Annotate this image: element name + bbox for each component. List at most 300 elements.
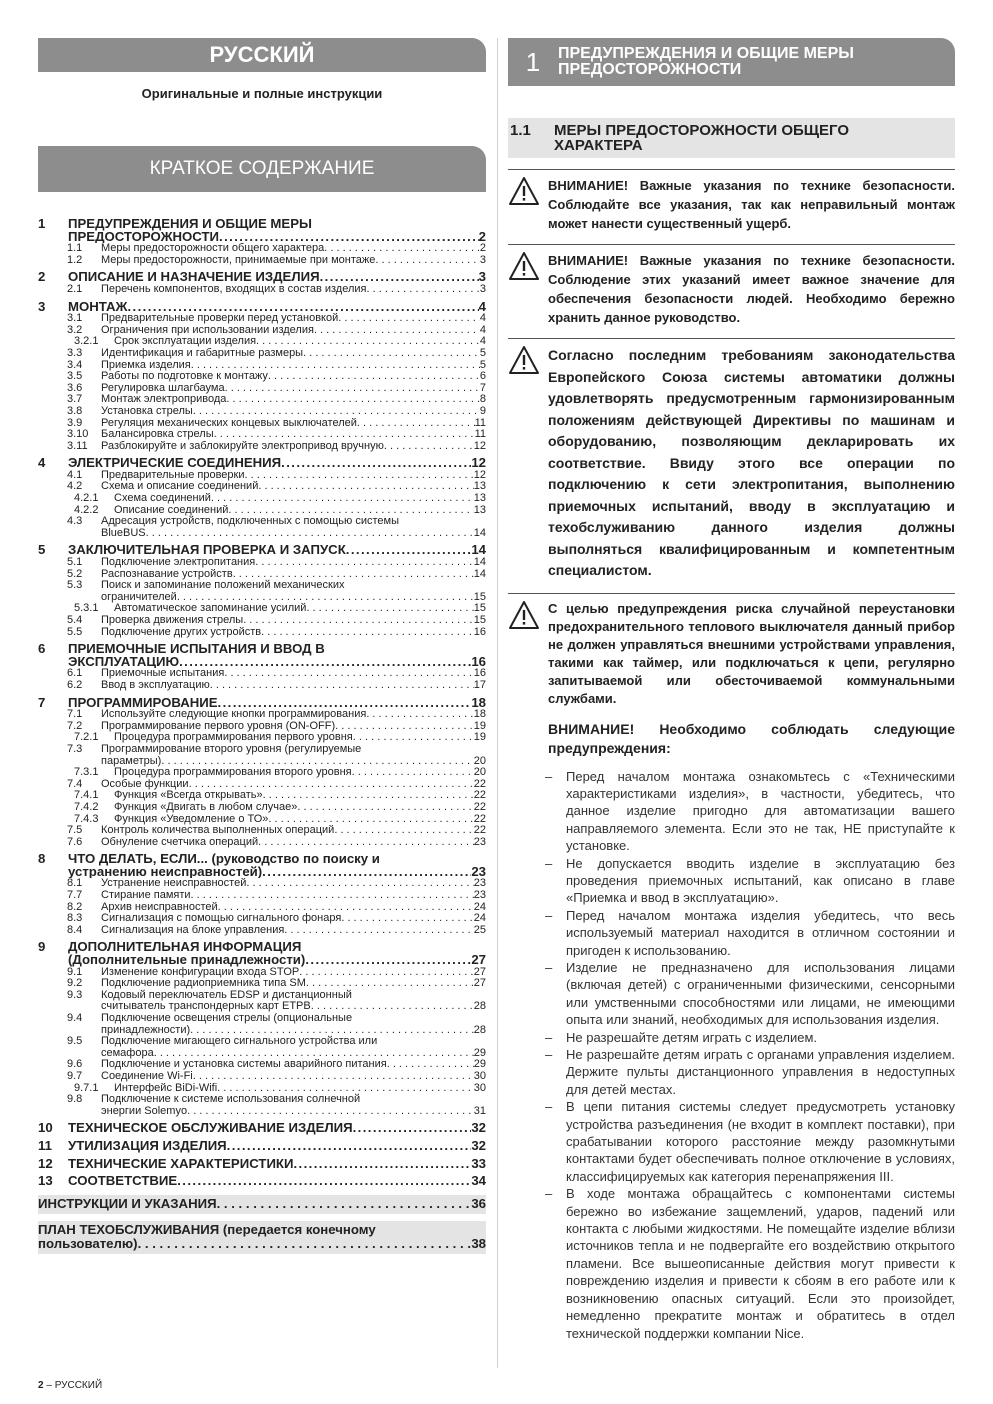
bullet-dash: – bbox=[545, 1047, 553, 1062]
toc-section-number: 13 bbox=[38, 1173, 53, 1189]
toc-page: 16 bbox=[471, 655, 486, 669]
page-number: 2 bbox=[38, 1380, 44, 1391]
toc-item-number: 7.4.1 bbox=[74, 789, 99, 802]
toc-item-title-cont: принадлежности) bbox=[101, 1024, 191, 1036]
toc-item[interactable] bbox=[38, 243, 486, 255]
toc-item[interactable] bbox=[38, 814, 486, 826]
attention-heading: ВНИМАНИЕ! Необходимо соблюдать следующие предупреждения: bbox=[548, 720, 955, 756]
toc-page: 23 bbox=[473, 890, 486, 902]
toc-item-title: Схема и описание соединений bbox=[101, 481, 259, 493]
toc-item-title: Функция «Двигать в любом случае» bbox=[114, 801, 298, 813]
toc-page: 15 bbox=[473, 591, 486, 603]
toc-page: 4 bbox=[479, 324, 486, 336]
toc-page: 34 bbox=[471, 1175, 486, 1188]
toc-item-title: Контроль количества выполненных операций bbox=[101, 825, 335, 837]
toc-section-4[interactable] bbox=[38, 457, 486, 470]
toc-title: КРАТКОЕ СОДЕРЖАНИЕ bbox=[38, 146, 486, 192]
toc-item-title: Распознавание устройств bbox=[101, 568, 233, 580]
precautions-list bbox=[508, 768, 955, 1342]
toc-item-title: Предварительные проверки перед установкой bbox=[101, 313, 339, 325]
warning-triangle-icon bbox=[508, 600, 548, 708]
toc-item-5-3[interactable] bbox=[38, 580, 486, 603]
toc-item-number: 1.2 bbox=[67, 253, 83, 266]
toc-section-1[interactable] bbox=[38, 218, 486, 243]
toc-section-number: 5 bbox=[38, 542, 46, 558]
toc-item-number: 7.1 bbox=[67, 708, 83, 721]
toc-item[interactable] bbox=[38, 493, 486, 505]
toc-item[interactable] bbox=[38, 1059, 486, 1071]
precaution-item bbox=[508, 1029, 955, 1046]
toc-item-title: Схема соединений bbox=[114, 493, 211, 505]
toc-section-number: 4 bbox=[38, 455, 46, 471]
toc-item-number: 9.5 bbox=[67, 1035, 83, 1048]
toc-section-title: СООТВЕТСТВИЕ bbox=[68, 1175, 178, 1188]
toc-item-title: Функция «Уведомление о ТО» bbox=[114, 813, 269, 825]
toc-page: 27 bbox=[473, 966, 486, 978]
toc-section-number: 6 bbox=[38, 641, 46, 657]
toc-section-7[interactable] bbox=[38, 694, 486, 710]
toc-page: 32 bbox=[471, 1122, 486, 1135]
toc-page: 23 bbox=[473, 878, 486, 890]
toc-item-title: Разблокируйте и заблокируйте электропривод вручную bbox=[101, 440, 384, 452]
toc-section-title: ЭЛЕКТРИЧЕСКИЕ СОЕДИНЕНИЯ bbox=[68, 457, 282, 470]
toc-item-number: 4.1 bbox=[67, 468, 83, 481]
toc-item-title: Приемочные испытания bbox=[101, 668, 225, 680]
toc-item-number: 7.2.1 bbox=[74, 731, 99, 744]
toc-item[interactable] bbox=[38, 383, 486, 395]
precaution-item bbox=[508, 1185, 955, 1342]
toc-item-number: 7.3 bbox=[67, 742, 83, 755]
toc-item-number: 5.4 bbox=[67, 614, 83, 626]
toc-section-title: ПРОГРАММИРОВАНИЕ bbox=[68, 696, 218, 710]
section-title-line: ХАРАКТЕРА bbox=[554, 137, 643, 154]
warning-triangle-icon bbox=[508, 176, 548, 233]
toc-item-title: Ограничения при использовании изделия bbox=[101, 324, 314, 336]
toc-page: 12 bbox=[471, 457, 486, 470]
warning-triangle-icon bbox=[508, 251, 548, 327]
toc-item-title: Подключение освещения стрелы (опциональные bbox=[101, 1012, 353, 1024]
toc-page: 4 bbox=[479, 336, 486, 348]
toc-page: 20 bbox=[473, 767, 486, 779]
footer-language: РУССКИЙ bbox=[54, 1380, 103, 1391]
toc-item-title: Меры предосторожности, принимаемые при монтаже bbox=[101, 254, 376, 266]
toc-page: 14 bbox=[473, 557, 486, 569]
toc-item[interactable] bbox=[38, 878, 486, 890]
column-divider bbox=[497, 38, 498, 1368]
bullet-dash: – bbox=[545, 768, 553, 784]
toc-item-number: 4.3 bbox=[67, 515, 83, 528]
toc-item-number: 5.2 bbox=[67, 567, 83, 580]
toc-section-title-cont: устранению неисправностей) bbox=[68, 865, 263, 879]
toc-page: 13 bbox=[473, 493, 486, 505]
toc-item-title-cont: ограничителей bbox=[101, 591, 177, 603]
bullet-dash: – bbox=[545, 1029, 553, 1045]
toc-item-number: 9.7.1 bbox=[74, 1081, 99, 1094]
toc-item-title: Сигнализация на блоке управления bbox=[101, 924, 285, 936]
warning-block bbox=[508, 244, 955, 327]
precaution-text: Не разрешайте детям играть с органами управления изделием. Держите пульты дистанционного управления в недоступных для детей местах. bbox=[566, 1047, 955, 1097]
toc-item-number: 3.8 bbox=[67, 404, 83, 417]
warning-block bbox=[508, 169, 955, 233]
toc-item-title: Функция «Всегда открывать» bbox=[114, 790, 263, 802]
section-number: 1.1 bbox=[510, 122, 531, 139]
toc-item-number: 8.2 bbox=[67, 900, 83, 913]
toc-item[interactable] bbox=[38, 603, 486, 615]
chapter-title-line: ПРЕДУПРЕЖДЕНИЯ И ОБЩИЕ МЕРЫ bbox=[558, 45, 854, 62]
toc-item-title: Предварительные проверки bbox=[101, 469, 245, 481]
toc-page: 3 bbox=[479, 254, 486, 266]
precaution-text: В ходе монтажа обращайтесь с компонентами системы бережно во избежание защемлений, ударов, падений или контакта с любыми жидкостями. Не помещайте изделие вблизи источников тепла и не подвергайте его воздействию открытого пламени. Все вышеописанные действия могут привести к повреждению изделия и привести к сбоям в его работе или к возникновению опасных ситуаций. Если это произойдет, немедленно прекратите монтаж и обратитесь в отдел технической поддержки компании Nice. bbox=[566, 1186, 955, 1341]
toc-page: 8 bbox=[479, 394, 486, 406]
toc-item-number: 6.1 bbox=[67, 667, 83, 680]
toc-section-title: ОПИСАНИЕ И НАЗНАЧЕНИЕ ИЗДЕЛИЯ bbox=[68, 271, 320, 284]
toc-item[interactable] bbox=[38, 284, 486, 296]
toc-section-number: 8 bbox=[38, 851, 46, 867]
warning-text: Согласно последним требованиям законодательства Европейского Союза системы автоматики должны удовлетворять предусмотренным гармонизированным положениям действующей Директивы по машинам и оборудованию, позволяющим декларировать их соответствие. Ввиду этого все операции по подключению к сети электропитания, выполнению приемочных испытаний, вводу в эксплуатацию и техобслуживанию данного изделия должны выполняться квалифицированным и компетентным специалистом. bbox=[548, 347, 955, 578]
toc-item[interactable] bbox=[38, 913, 486, 925]
toc-section-number: 10 bbox=[38, 1120, 53, 1136]
toc-item[interactable] bbox=[38, 890, 486, 902]
bullet-dash: – bbox=[545, 907, 553, 923]
toc-section-title: МОНТАЖ bbox=[68, 300, 128, 314]
toc-item-number: 4.2 bbox=[67, 480, 83, 493]
toc-item-title: Регулировка шлагбаума bbox=[101, 382, 225, 394]
toc-section-title: ПРИЕМОЧНЫЕ ИСПЫТАНИЯ И ВВОД В bbox=[68, 641, 325, 657]
precaution-item bbox=[508, 1098, 955, 1185]
toc-section-5[interactable] bbox=[38, 544, 486, 557]
toc-item-number: 8.4 bbox=[67, 923, 83, 936]
toc-section-12[interactable] bbox=[38, 1155, 486, 1171]
toc-page: 7 bbox=[479, 382, 486, 394]
toc-page: 4 bbox=[478, 300, 486, 314]
toc-item-number: 8.1 bbox=[67, 877, 83, 890]
toc-item[interactable] bbox=[38, 1071, 486, 1083]
precaution-text: Изделие не предназначено для использования лицами (включая детей) с ограниченными физическими, сенсорными или умственными способностями или лицами, не имеющими опыта или знаний, необходимых для использования изделия. bbox=[566, 959, 955, 1028]
toc-item-number: 5.5 bbox=[67, 625, 83, 638]
toc-section-9[interactable] bbox=[38, 941, 486, 966]
toc-item[interactable] bbox=[38, 902, 486, 914]
bullet-dash: – bbox=[545, 855, 553, 871]
toc-section-title: ДОПОЛНИТЕЛЬНАЯ ИНФОРМАЦИЯ bbox=[68, 939, 302, 955]
toc-page: 12 bbox=[473, 440, 486, 452]
toc-item-title: Меры предосторожности общего характера bbox=[101, 243, 325, 255]
precaution-text: Перед началом монтажа изделия убедитесь, что весь используемый материал находится в отличном состоянии и пригоден к использованию. bbox=[566, 907, 955, 958]
toc-page: 16 bbox=[473, 668, 486, 680]
toc-item-number: 5.1 bbox=[67, 556, 83, 569]
toc-page: 2 bbox=[479, 243, 486, 255]
toc-section-title: ЗАКЛЮЧИТЕЛЬНАЯ ПРОВЕРКА И ЗАПУСК bbox=[68, 544, 346, 558]
toc-item-title: Регуляция механических концевых выключателей bbox=[101, 417, 357, 429]
toc-item-title-cont: энергии Solemyo bbox=[101, 1105, 188, 1117]
toc-page: 22 bbox=[473, 778, 486, 790]
toc-page: 27 bbox=[471, 954, 486, 967]
toc-page: 3 bbox=[478, 271, 486, 284]
toc-item-number: 7.4.3 bbox=[74, 812, 99, 825]
toc-item[interactable] bbox=[38, 313, 486, 325]
toc-item-number: 3.11 bbox=[67, 439, 88, 452]
toc-section-title: ПЛАН ТЕХОБСЛУЖИВАНИЯ (передается конечному bbox=[38, 1221, 376, 1237]
toc-section-10[interactable] bbox=[38, 1122, 486, 1135]
toc-item-number: 7.4.2 bbox=[74, 800, 99, 813]
toc-item-number: 3.4 bbox=[67, 358, 83, 371]
precaution-item bbox=[508, 768, 955, 855]
toc-item-number: 1.1 bbox=[67, 242, 83, 255]
toc-item[interactable] bbox=[38, 668, 486, 680]
toc-page: 2 bbox=[478, 230, 486, 244]
toc-page: 13 bbox=[473, 504, 486, 516]
toc-section-number: 2 bbox=[38, 269, 46, 285]
toc-item-number: 3.3 bbox=[67, 346, 83, 359]
toc-item-title: Идентификация и габаритные размеры bbox=[101, 347, 304, 359]
warning-triangle-icon bbox=[508, 345, 548, 582]
toc-item[interactable] bbox=[38, 255, 486, 267]
toc-page: 14 bbox=[471, 544, 486, 558]
toc-item-9-5[interactable] bbox=[38, 1036, 486, 1059]
toc-page: 30 bbox=[473, 1082, 486, 1094]
toc-item-7-3[interactable] bbox=[38, 744, 486, 767]
toc-item-title-cont: параметры) bbox=[101, 755, 162, 767]
toc-item[interactable] bbox=[38, 837, 486, 849]
toc-section-number: 12 bbox=[38, 1155, 53, 1171]
bullet-dash: – bbox=[545, 1186, 553, 1202]
toc-section-title: ТЕХНИЧЕСКИЕ ХАРАКТЕРИСТИКИ bbox=[68, 1157, 294, 1171]
toc-section-title-cont: пользователю) bbox=[38, 1236, 138, 1251]
toc-item[interactable] bbox=[38, 441, 486, 453]
toc-page: 3 bbox=[479, 283, 486, 295]
toc-item-number: 7.2 bbox=[67, 719, 83, 732]
toc-item-number: 6.2 bbox=[67, 678, 83, 691]
toc-item-title: Программирование первого уровня (ON-OFF) bbox=[101, 720, 336, 732]
toc-item-title: Срок эксплуатации изделия bbox=[114, 336, 257, 348]
warning-text: ВНИМАНИЕ! Важные указания по технике безопасности. Соблюдение этих указаний имеет важное значение для обеспечения безопасности людей. Необходимо бережно хранить данное руководство. bbox=[548, 253, 955, 325]
toc-item-title: Приемка изделия bbox=[101, 359, 191, 371]
toc-section-title: ЧТО ДЕЛАТЬ, ЕСЛИ... (руководство по поиску и bbox=[68, 851, 380, 867]
toc-section-11[interactable] bbox=[38, 1137, 486, 1153]
toc-section-number: 9 bbox=[38, 939, 46, 955]
toc-section-3[interactable] bbox=[38, 298, 486, 314]
toc-item-number: 5.3.1 bbox=[74, 602, 99, 615]
toc-item-number: 9.4 bbox=[67, 1012, 83, 1024]
toc-item-title: Ввод в эксплуатацию bbox=[101, 679, 210, 691]
toc-item-number: 2.1 bbox=[67, 282, 83, 295]
precaution-item bbox=[508, 907, 955, 959]
section-title bbox=[554, 123, 849, 158]
toc-page: 23 bbox=[471, 865, 486, 879]
toc-item-number: 3.9 bbox=[67, 416, 83, 429]
toc-item-9-8[interactable] bbox=[38, 1094, 486, 1117]
toc-item-title: Описание соединений bbox=[114, 504, 229, 516]
toc-item[interactable] bbox=[38, 802, 486, 814]
toc-item-title: Подключение к системе использования солнечной bbox=[101, 1093, 361, 1106]
toc-item-title: Подключение электропитания bbox=[101, 557, 256, 569]
toc-item-title: Проверка движения стрелы bbox=[101, 615, 244, 626]
toc-item[interactable] bbox=[38, 557, 486, 569]
toc-page: 15 bbox=[473, 603, 486, 615]
toc-item-number: 3.7 bbox=[67, 393, 83, 406]
section-title-line: МЕРЫ ПРЕДОСТОРОЖНОСТИ ОБЩЕГО bbox=[554, 122, 850, 139]
toc-item[interactable] bbox=[38, 967, 486, 979]
precaution-item bbox=[508, 959, 955, 1029]
toc-item[interactable] bbox=[38, 825, 486, 837]
toc-item[interactable] bbox=[38, 394, 486, 406]
toc-page: 5 bbox=[479, 347, 486, 359]
toc-section-2[interactable] bbox=[38, 271, 486, 284]
toc-page: 16 bbox=[473, 626, 486, 638]
toc-maintenance-plan[interactable] bbox=[38, 1221, 486, 1254]
toc-item-number: 9.7 bbox=[67, 1069, 83, 1082]
toc-item-title: Интерфейс BiDi-Wifi bbox=[114, 1082, 218, 1094]
toc-item-4-3[interactable] bbox=[38, 516, 486, 539]
toc-section-number: 3 bbox=[38, 298, 46, 314]
bullet-dash: – bbox=[545, 1099, 553, 1115]
precaution-text: Не разрешайте детям играть с изделием. bbox=[566, 1029, 818, 1045]
toc-page: 36 bbox=[471, 1196, 486, 1211]
toc-item-title: Подключение мигающего сигнального устройства или bbox=[101, 1035, 378, 1048]
toc-item[interactable] bbox=[38, 360, 486, 372]
toc-page: 29 bbox=[473, 1059, 486, 1071]
toc-item-number: 3.10 bbox=[67, 428, 89, 441]
toc-page: 24 bbox=[473, 913, 486, 925]
precaution-text: В цепи питания системы следует предусмотреть установку устройства разъединения (не входит в комплект поставки), при срабатывании которого расстояние между разомкнутыми контактами будет обеспечивать полное отключение в условиях, классифицируемых как категория перенапряжения III. bbox=[566, 1099, 955, 1184]
toc-item-number: 7.4 bbox=[67, 777, 83, 790]
toc-item-title: Программирование второго уровня (регулируемые bbox=[101, 742, 362, 755]
toc-item[interactable] bbox=[38, 721, 486, 733]
toc-section-6[interactable] bbox=[38, 643, 486, 668]
toc-item[interactable] bbox=[38, 481, 486, 493]
toc-item[interactable] bbox=[38, 371, 486, 383]
toc-item[interactable] bbox=[38, 615, 486, 627]
bullet-dash: – bbox=[545, 959, 553, 975]
toc-page: 12 bbox=[473, 469, 486, 481]
toc-section-13[interactable] bbox=[38, 1175, 486, 1188]
toc-page: 22 bbox=[473, 813, 486, 825]
toc-item[interactable] bbox=[38, 429, 486, 441]
toc-page: 14 bbox=[473, 527, 486, 539]
toc-page: 22 bbox=[473, 790, 486, 802]
toc-item[interactable] bbox=[38, 790, 486, 802]
toc-item-title-cont: BlueBUS bbox=[101, 527, 146, 539]
toc-item[interactable] bbox=[38, 470, 486, 482]
toc-item-number: 3.5 bbox=[67, 370, 83, 383]
toc-page: 18 bbox=[473, 709, 486, 721]
toc-item-title: Особые функции bbox=[101, 778, 189, 790]
precaution-item bbox=[508, 855, 955, 907]
toc-item[interactable] bbox=[38, 779, 486, 791]
toc-page: 31 bbox=[473, 1105, 486, 1117]
chapter-title bbox=[558, 46, 854, 78]
chapter-title-line: ПРЕДОСТОРОЖНОСТИ bbox=[558, 61, 742, 78]
toc-item-title-cont: семафора bbox=[101, 1047, 154, 1059]
toc-page: 4 bbox=[479, 313, 486, 325]
right-column bbox=[508, 38, 955, 1342]
toc-page: 27 bbox=[473, 978, 486, 990]
toc-page: 15 bbox=[473, 615, 486, 626]
toc-section-number: 7 bbox=[38, 694, 46, 710]
toc-section-title: ИНСТРУКЦИИ И УКАЗАНИЯ bbox=[38, 1196, 217, 1211]
toc-item-title: Подключение других устройств bbox=[101, 626, 262, 638]
toc-page: 28 bbox=[473, 1024, 486, 1036]
toc-section-title: ТЕХНИЧЕСКОЕ ОБСЛУЖИВАНИЕ ИЗДЕЛИЯ bbox=[68, 1122, 353, 1135]
toc-item-title: Процедура программирования второго уровня bbox=[114, 767, 352, 779]
toc-section-number: 1 bbox=[38, 216, 46, 231]
toc-item[interactable] bbox=[38, 336, 486, 348]
toc-item-title: Сигнализация с помощью сигнального фонаря bbox=[101, 913, 342, 925]
language-banner: РУССКИЙ bbox=[38, 38, 486, 72]
toc-item-number: 7.6 bbox=[67, 835, 83, 848]
toc-item-title: Соединение Wi-Fi bbox=[101, 1070, 193, 1082]
toc-item-title: Процедура программирования первого уровня bbox=[114, 732, 353, 744]
toc-item-title: Автоматическое запоминание усилий bbox=[114, 603, 307, 615]
toc-page: 13 bbox=[473, 481, 486, 493]
toc-item-title: Монтаж электропривода bbox=[101, 394, 227, 406]
toc-section-title: ПРЕДУПРЕЖДЕНИЯ И ОБЩИЕ МЕРЫ bbox=[68, 216, 312, 231]
footer-separator: – bbox=[43, 1380, 55, 1391]
toc-item[interactable] bbox=[38, 709, 486, 721]
toc-item-number: 3.2.1 bbox=[74, 335, 99, 348]
toc-item-number: 9.8 bbox=[67, 1093, 83, 1106]
toc-item-number: 9.1 bbox=[67, 965, 83, 978]
precaution-item bbox=[508, 1046, 955, 1098]
toc-item[interactable] bbox=[38, 418, 486, 430]
toc-item-number: 3.2 bbox=[67, 323, 83, 336]
toc-item-title: Поиск и запоминание положений механических bbox=[101, 579, 345, 592]
toc-page: 19 bbox=[473, 732, 486, 744]
toc-page: 23 bbox=[473, 836, 486, 848]
warning-text: С целью предупреждения риска случайной переустановки предохранительного теплового выключателя данный прибор не должен управляться внешними устройствами управления, такими как таймер, или подключаться к цепи, регулярно запитываемой или обесточиваемой коммунальными службами. bbox=[548, 600, 955, 706]
toc-page: 22 bbox=[473, 825, 486, 837]
toc-item-number: 4.2.1 bbox=[74, 492, 99, 505]
toc-item[interactable] bbox=[38, 627, 486, 639]
toc-page: 11 bbox=[474, 429, 486, 441]
toc-page: 6 bbox=[479, 371, 486, 383]
toc-item-number: 3.1 bbox=[67, 312, 83, 325]
toc-item-number: 3.6 bbox=[67, 381, 83, 394]
toc-page: 14 bbox=[473, 568, 486, 580]
chapter-banner bbox=[508, 38, 955, 86]
toc-item-title: Балансировка стрелы bbox=[101, 429, 214, 441]
toc-item[interactable] bbox=[38, 767, 486, 779]
toc-section-title: УТИЛИЗАЦИЯ ИЗДЕЛИЯ bbox=[68, 1139, 227, 1153]
toc-page: 22 bbox=[473, 801, 486, 813]
toc-section-title-cont: (Дополнительные принадлежности) bbox=[68, 954, 306, 967]
toc-page: 33 bbox=[471, 1157, 486, 1171]
toc-item-title: Устранение неисправностей bbox=[101, 878, 247, 890]
warning-block bbox=[508, 338, 955, 582]
toc-item-title: Работы по подготовке к монтажу bbox=[101, 371, 268, 383]
toc-item-9-4[interactable] bbox=[38, 1013, 486, 1036]
toc-item[interactable] bbox=[38, 406, 486, 418]
toc-item[interactable] bbox=[38, 325, 486, 337]
toc-instructions[interactable] bbox=[38, 1195, 486, 1214]
toc-item-title: Стирание памяти bbox=[101, 890, 191, 902]
toc-page: 30 bbox=[473, 1070, 486, 1082]
warning-text: ВНИМАНИЕ! Важные указания по технике безопасности. Соблюдайте все указания, так как неправильный монтаж может нанести существенный ущерб. bbox=[548, 178, 955, 231]
toc-item[interactable] bbox=[38, 925, 486, 937]
toc-page: 38 bbox=[471, 1236, 486, 1251]
toc-item-title: Используйте следующие кнопки программирования bbox=[101, 709, 367, 721]
toc-item[interactable] bbox=[38, 680, 486, 692]
toc-section-8[interactable] bbox=[38, 853, 486, 878]
toc-item[interactable] bbox=[38, 348, 486, 360]
toc-item-number: 7.7 bbox=[67, 889, 83, 902]
toc-page: 24 bbox=[473, 901, 486, 913]
toc-item-title: Кодовый переключатель EDSP и дистанционный bbox=[101, 988, 352, 1001]
toc-item-number: 4.2.2 bbox=[74, 503, 99, 516]
toc-page: 25 bbox=[473, 924, 486, 936]
toc-item-number: 9.3 bbox=[67, 988, 83, 1001]
toc-item-9-3[interactable] bbox=[38, 990, 486, 1013]
left-column bbox=[38, 38, 486, 1254]
